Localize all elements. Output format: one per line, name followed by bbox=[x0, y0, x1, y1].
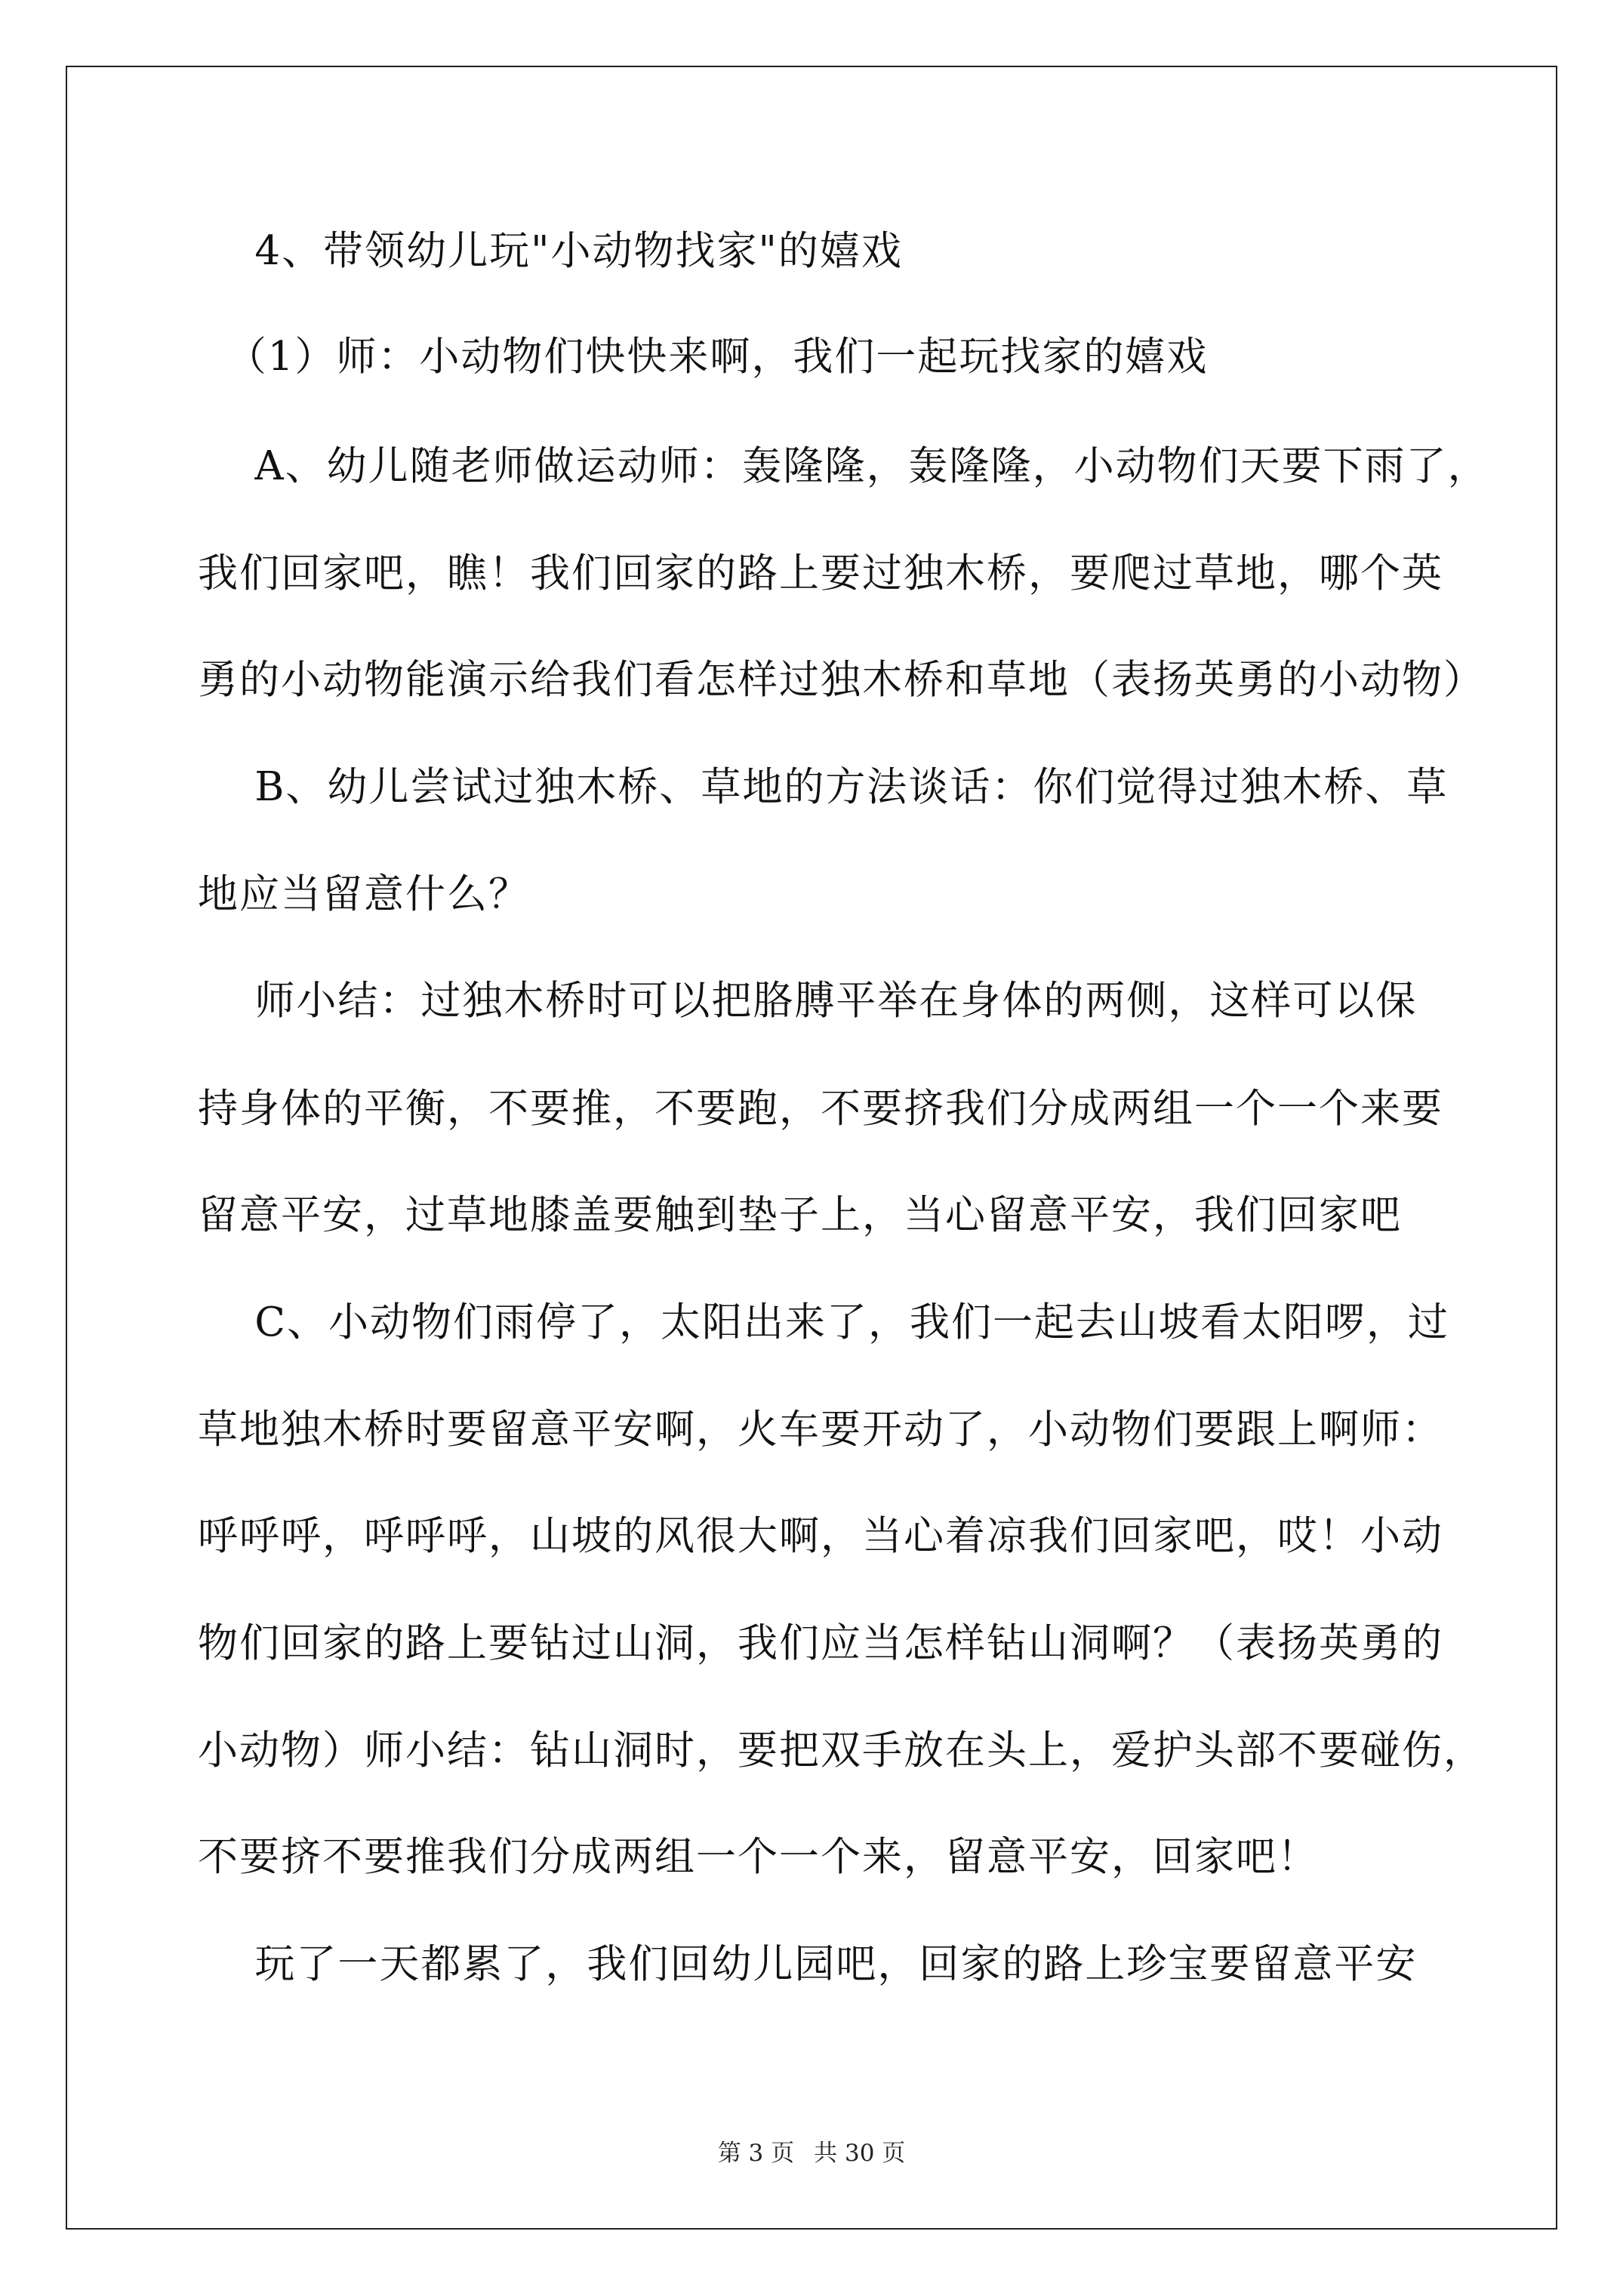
text-line: 物们回家的路上要钻过山洞，我们应当怎样钻山洞啊？（表扬英勇的 bbox=[198, 1620, 1443, 1666]
text-line: 留意平安，过草地膝盖要触到垫子上，当心留意平安，我们回家吧 bbox=[198, 1192, 1402, 1238]
text-line: 呼呼呼，呼呼呼，山坡的风很大啊，当心着凉我们回家吧，哎！小动 bbox=[198, 1513, 1443, 1559]
text-line: 草地独木桥时要留意平安啊，火车要开动了，小动物们要跟上啊师： bbox=[198, 1407, 1443, 1453]
text-line: 地应当留意什么？ bbox=[198, 871, 530, 917]
text-line: 师小结：过独木桥时可以把胳膊平举在身体的两侧，这样可以保 bbox=[198, 978, 1418, 1024]
page-number: 第 3 页 bbox=[717, 2140, 795, 2167]
text-line: 持身体的平衡，不要推，不要跑，不要挤我们分成两组一个一个来要 bbox=[198, 1086, 1443, 1132]
text-line: 勇的小动物能演示给我们看怎样过独木桥和草地（表扬英勇的小动物） bbox=[198, 657, 1485, 703]
text-line: 我们回家吧，瞧！我们回家的路上要过独木桥，要爬过草地，哪个英 bbox=[198, 550, 1443, 596]
text-line: C、小动物们雨停了，太阳出来了，我们一起去山坡看太阳啰，过 bbox=[198, 1299, 1449, 1345]
text-line: 小动物）师小结：钻山洞时，要把双手放在头上，爱护头部不要碰伤， bbox=[198, 1727, 1485, 1774]
text-line: B、幼儿尝试过独木桥、草地的方法谈话：你们觉得过独木桥、草 bbox=[198, 764, 1449, 810]
text-line: 4、带领幼儿玩"小动物找家"的嬉戏 bbox=[198, 228, 903, 274]
page-footer bbox=[0, 2140, 1623, 2167]
text-line: （1）师：小动物们快快来啊，我们一起玩找家的嬉戏 bbox=[198, 334, 1209, 380]
page-border bbox=[66, 66, 1557, 2230]
text-line: 不要挤不要推我们分成两组一个一个来，留意平安，回家吧！ bbox=[198, 1834, 1319, 1880]
text-line: 玩了一天都累了，我们回幼儿园吧，回家的路上珍宝要留意平安 bbox=[198, 1941, 1418, 1987]
page-total: 共 30 页 bbox=[814, 2140, 906, 2167]
text-line: A、幼儿随老师做运动师：轰隆隆，轰隆隆，小动物们天要下雨了， bbox=[198, 443, 1489, 489]
